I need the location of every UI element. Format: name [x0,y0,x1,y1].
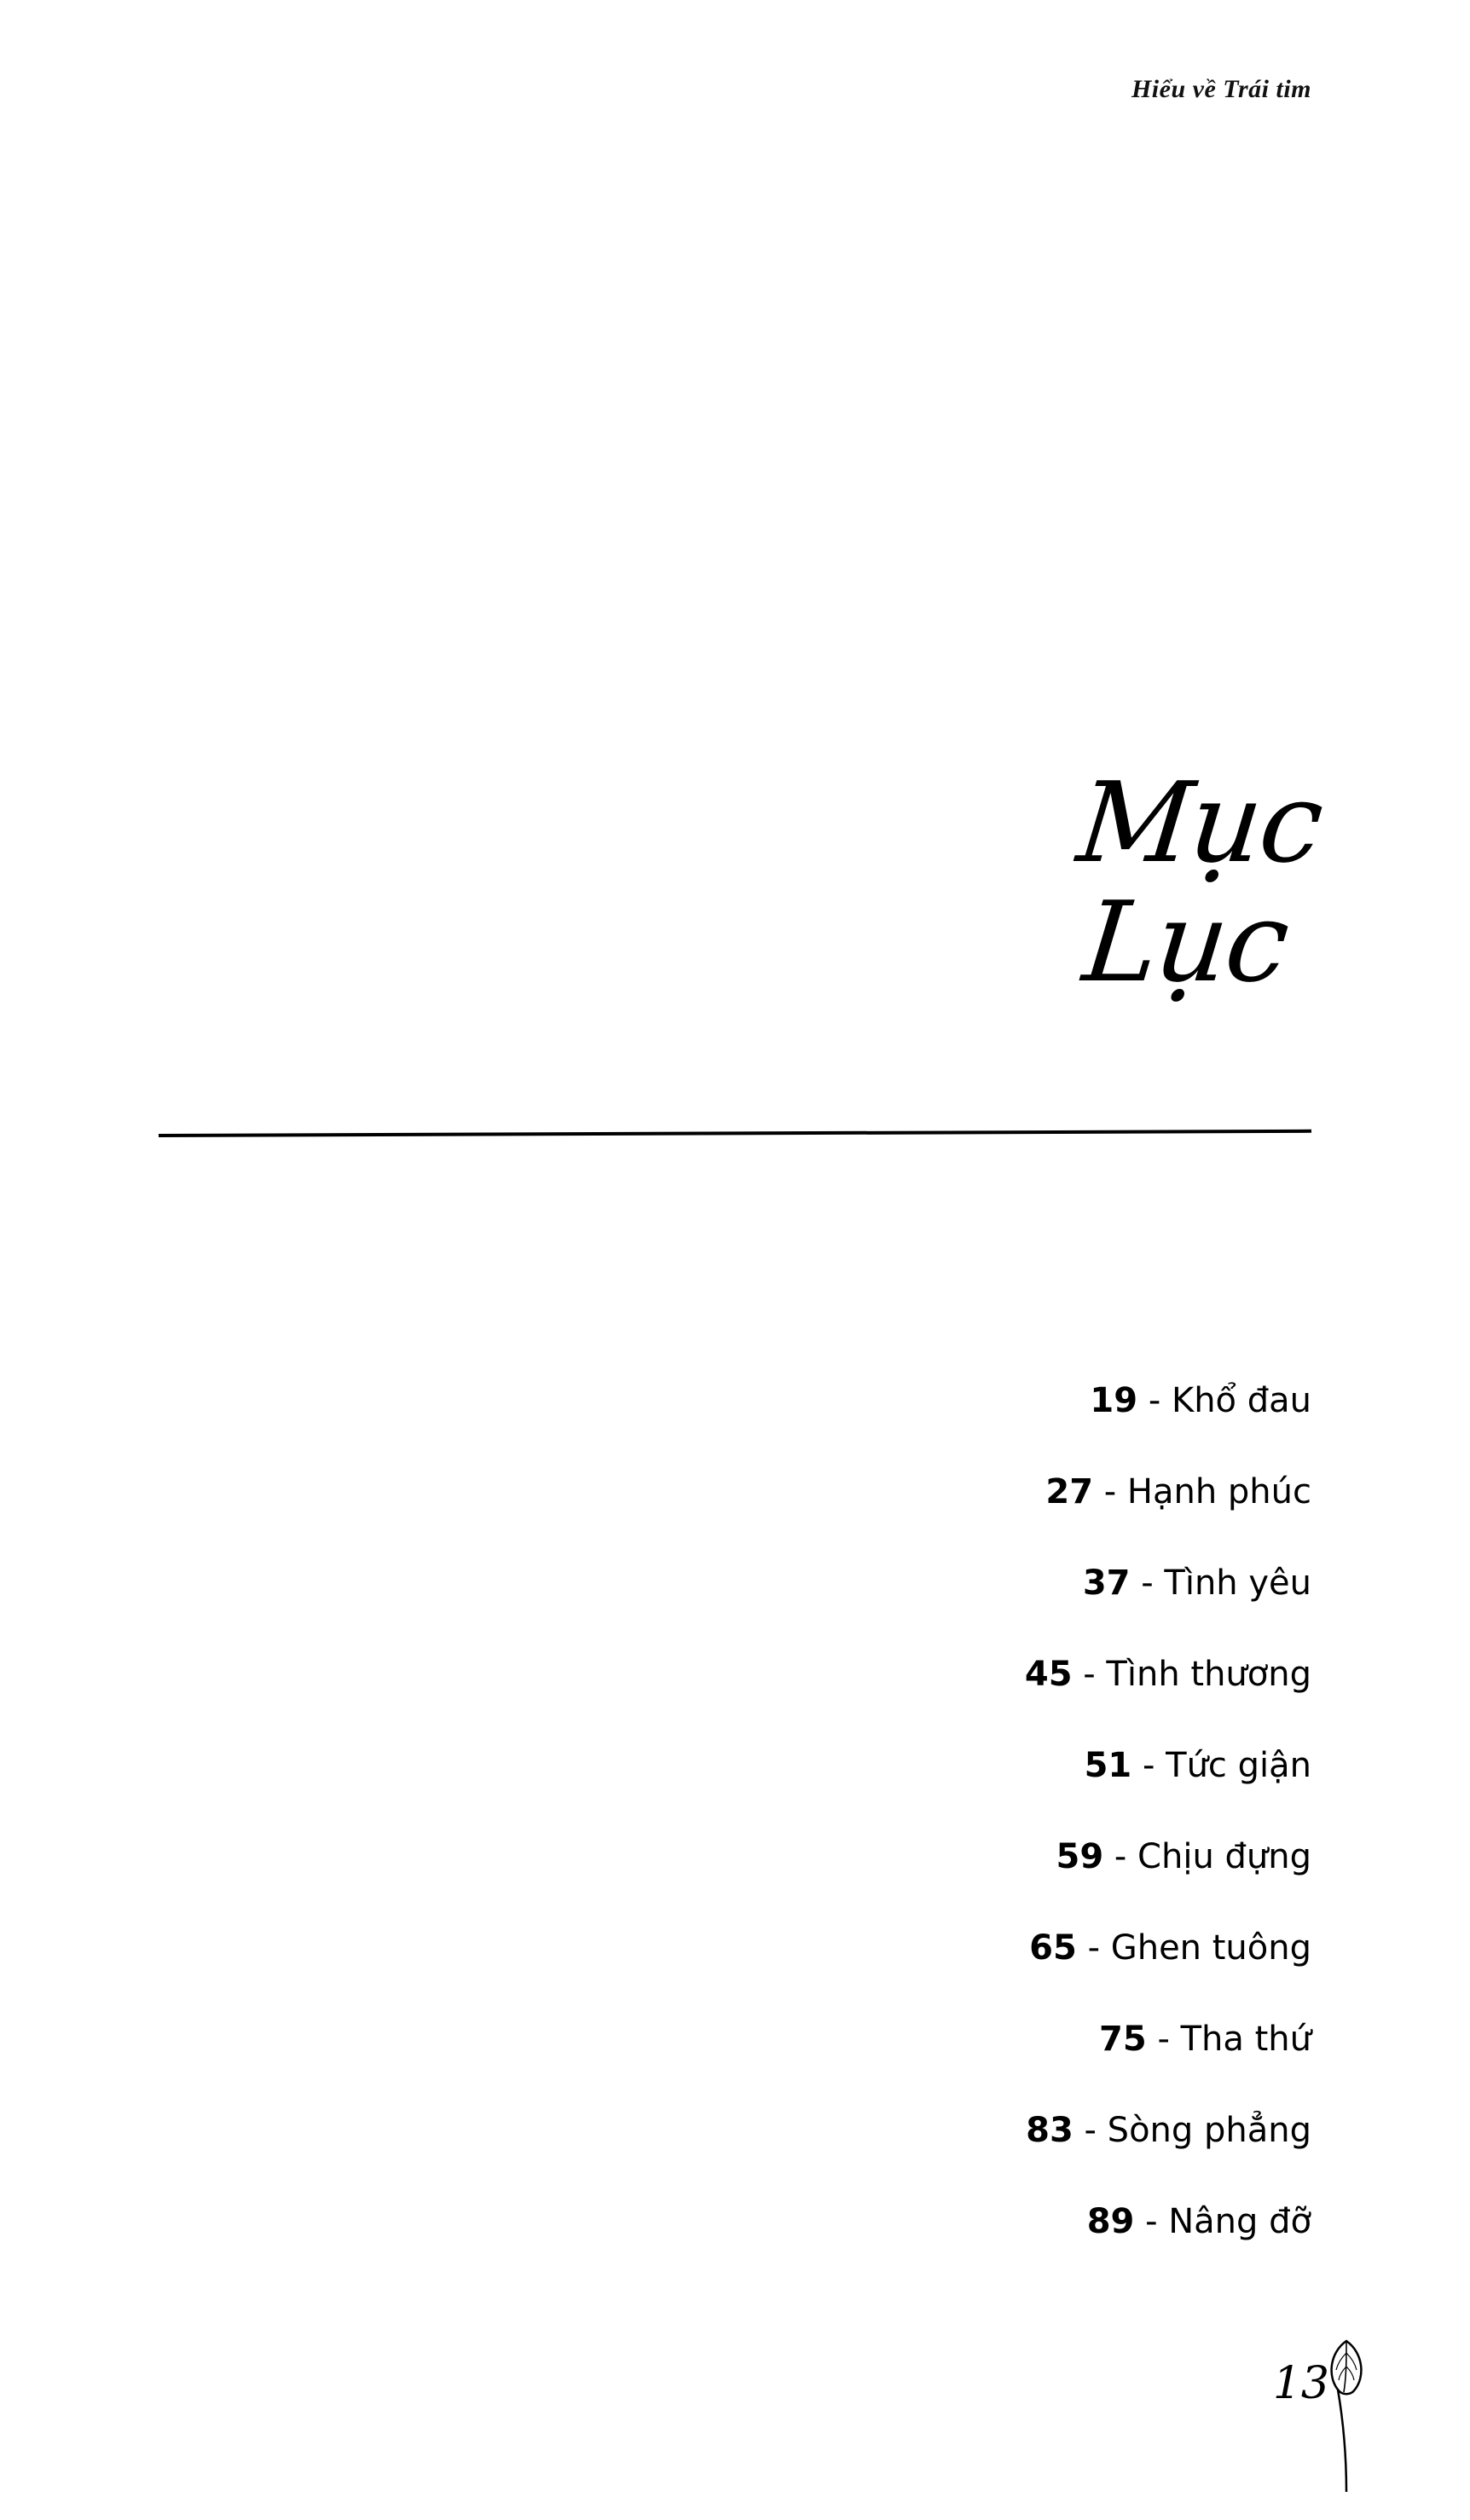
toc-page-number: 75 [1099,2020,1147,2059]
toc-separator: - [1083,1655,1096,1694]
toc-separator: - [1148,1381,1161,1420]
toc-page-number: 83 [1026,2111,1074,2150]
page-number: 13 [1272,2358,1329,2409]
toc-page-number: 65 [1029,1928,1077,1968]
toc-entry-label: Tức giận [1166,1746,1311,1785]
toc-separator: - [1157,2020,1170,2059]
list-item[interactable] [544,1629,1311,1720]
toc-entry-label: Nâng đỡ [1168,2202,1311,2241]
toc-entry-label: Chịu đựng [1137,1837,1311,1876]
toc-separator: - [1084,2111,1097,2150]
page-title-line-2: Lục [1078,877,1293,1007]
title-divider [159,1130,1311,1137]
table-of-contents [544,1355,1311,2268]
list-item[interactable] [544,2085,1311,2176]
toc-entry-label: Ghen tuông [1110,1928,1311,1968]
list-item[interactable] [544,2176,1311,2268]
toc-entry-label: Tha thứ [1180,2020,1311,2059]
toc-entry-label: Sòng phẳng [1107,2111,1311,2150]
toc-page-number: 59 [1056,1837,1104,1876]
list-item[interactable] [544,1812,1311,1903]
list-item[interactable] [544,1538,1311,1629]
toc-separator: - [1114,1837,1127,1876]
toc-entry-label: Tình yêu [1164,1563,1311,1603]
toc-separator: - [1087,1928,1100,1968]
toc-page-number: 27 [1045,1472,1094,1511]
list-item[interactable] [544,1994,1311,2085]
toc-page-number: 37 [1082,1563,1131,1603]
toc-separator: - [1141,1563,1154,1603]
page-title [724,758,1328,1007]
toc-separator: - [1145,2202,1158,2241]
page-title-line-1: Mục [1072,758,1328,887]
toc-page-number: 51 [1084,1746,1132,1785]
toc-page-number: 45 [1024,1655,1073,1694]
toc-entry-label: Tình thương [1106,1655,1311,1694]
toc-page-number: 89 [1086,2202,1135,2241]
leaf-icon [1312,2326,1389,2496]
list-item[interactable] [544,1903,1311,1994]
toc-entry-label: Khổ đau [1171,1381,1311,1420]
toc-separator: - [1142,1746,1155,1785]
list-item[interactable] [544,1720,1311,1812]
toc-page-number: 19 [1090,1381,1138,1420]
list-item[interactable] [544,1447,1311,1538]
running-header: Hiểu về Trái tim [1131,75,1311,103]
list-item[interactable] [544,1355,1311,1447]
toc-separator: - [1103,1472,1117,1511]
toc-entry-label: Hạnh phúc [1126,1472,1311,1511]
